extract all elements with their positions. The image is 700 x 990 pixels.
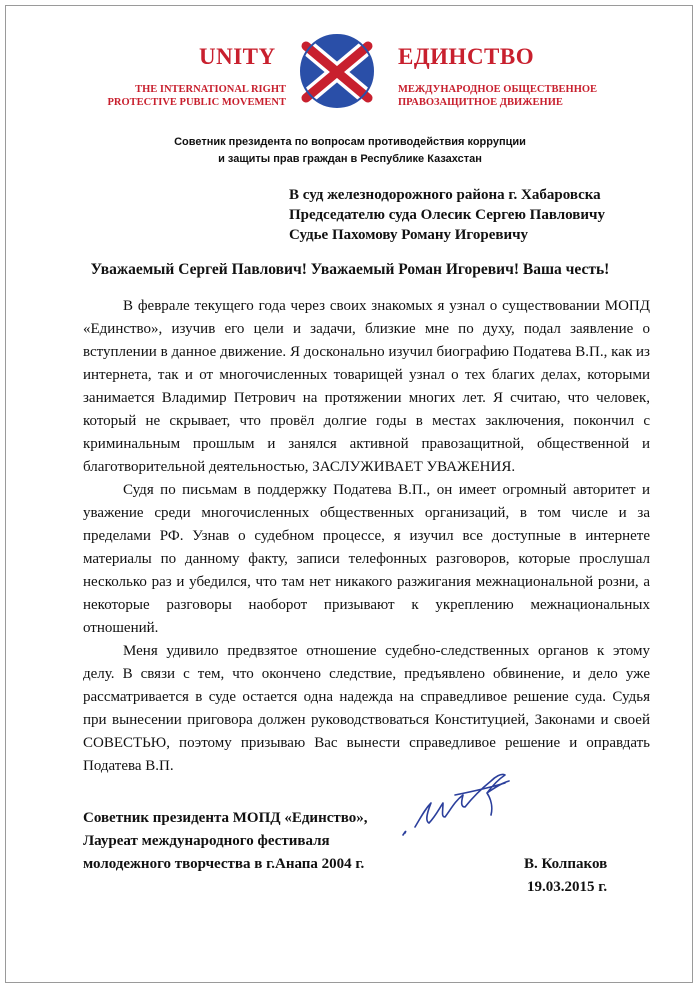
signatory-line1: Советник президента МОПД «Единство», xyxy=(83,810,368,826)
handwritten-signature xyxy=(395,765,555,845)
recipient-line: Судье Пахомову Роману Игоревичу xyxy=(289,227,529,243)
sender-title xyxy=(0,134,700,168)
paragraph: Судя по письмам в поддержку Податева В.П., он имеет огромный авторитет и уважение среди многочисленных общественных организаций, в том числе и за пределами РФ. Узнав о судебном процессе, я изучил все доступные в интернете материалы по данному факту, записи телефонных разговоров, которые прослушал несколько раз и убедился, что там нет никакого разжигания межнациональной розни, а некоторые разговоры наоборот призывают к укреплению межнациональных отношений. xyxy=(83,482,650,636)
subtitle-ru-line2: ПРАВОЗАЩИТНОЕ ДВИЖЕНИЕ xyxy=(398,97,563,108)
signatory-titles xyxy=(83,807,367,876)
letter-date: 19.03.2015 г. xyxy=(527,879,608,895)
signatory-name-date xyxy=(524,853,607,899)
paragraph: Меня удивило предвзятое отношение судебно-следственных органов к этому делу. В связи с тем, что окончено следствие, предъявлено обвинение, и дело уже рассматривается в суде остается одна надежда на справедливое решение суда. Судья при вынесении приговора должен руководствоваться Конституцией, Законами и своей СОВЕСТЬЮ, поэтому призываю Вас вынести справедливое решение и оправдать Податева В.П. xyxy=(83,643,650,774)
signatory-line3: молодежного творчества в г.Анапа 2004 г. xyxy=(83,856,365,872)
subtitle-en-line2: PROTECTIVE PUBLIC MOVEMENT xyxy=(107,97,286,108)
logo-title-en: UNITY xyxy=(199,44,276,69)
paragraph: В феврале текущего года через своих знакомых я узнал о существовании МОПД «Единство», изучив его цели и задачи, близкие мне по духу, подал заявление о вступлении в данное движение. Я досконально изучил биографию Податева В.П., как из интернета, так и от многочисленных товарищей узнал о тех благих делах, которыми занимается Владимир Петрович на протяжении многих лет. Я считаю, что человек, который не скрывает, что провёл долгие годы в местах заключения, покончил с криминальным прошлым и занялся активной правозащитной, общественной и благотворительной деятельностью, ЗАСЛУЖИВАЕТ УВАЖЕНИЯ. xyxy=(83,298,650,475)
signatory-line2: Лауреат международного фестиваля xyxy=(83,833,330,849)
recipient-line: Председателю суда Олесик Сергею Павловичу xyxy=(289,207,605,223)
letter-body xyxy=(83,295,650,778)
recipient-line: В суд железнодорожного района г. Хабаровска xyxy=(289,187,601,203)
unity-emblem-icon xyxy=(292,32,382,110)
logo-subtitle-ru xyxy=(398,83,638,109)
subtitle-en-line1: THE INTERNATIONAL RIGHT xyxy=(135,84,286,95)
subtitle-ru-line1: МЕЖДУНАРОДНОЕ ОБЩЕСТВЕННОЕ xyxy=(398,84,598,95)
logo-title-ru: ЕДИНСТВО xyxy=(398,44,535,69)
greeting: Уважаемый Сергей Павлович! Уважаемый Роман Игоревич! Ваша честь! xyxy=(90,261,610,278)
signatory-name: В. Колпаков xyxy=(524,856,608,872)
recipients-block xyxy=(289,185,605,245)
logo-subtitle-en xyxy=(76,83,286,109)
sender-line1: Советник президента по вопросам противодействия коррупции xyxy=(174,136,526,148)
sender-line2: и защиты прав граждан в Республике Казахстан xyxy=(218,153,482,165)
